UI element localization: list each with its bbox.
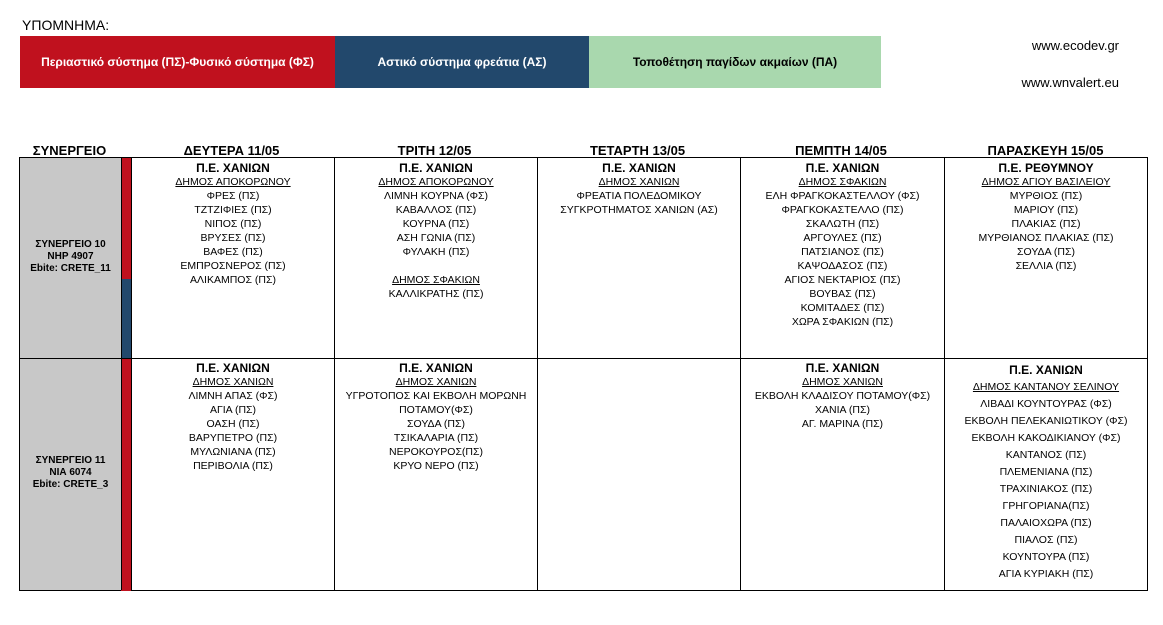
legend-item-periastiko: Περιαστικό σύστημα (ΠΣ)-Φυσικό σύστημα (ΦΣ) xyxy=(20,36,335,88)
legend-item-astiko: Αστικό σύστημα φρεάτια (ΑΣ) xyxy=(335,36,589,88)
system-bar-red xyxy=(121,359,131,591)
cell-crew10-friday: Π.Ε. ΡΕΘΥΜΝΟΥ ΔΗΜΟΣ ΑΓΙΟΥ ΒΑΣΙΛΕΙΟΥ ΜΥΡΘΙΟΣ (ΠΣ) ΜΑΡΙΟΥ (ΠΣ) ΠΛΑΚΙΑΣ (ΠΣ) ΜΥΡΘΙΑΝΟΣ ΠΛΑΚΙΑΣ (ΠΣ) ΣΟΥΔΑ (ΠΣ) ΣΕΛΛΙΑ (ΠΣ) xyxy=(978,161,1114,272)
link-ecodev[interactable]: www.ecodev.gr xyxy=(1031,38,1119,53)
cell-crew11-monday: Π.Ε. ΧΑΝΙΩΝ ΔΗΜΟΣ ΧΑΝΙΩΝ ΛΙΜΝΗ ΑΠΑΣ (ΦΣ) ΑΓΙΑ (ΠΣ) ΟΑΣΗ (ΠΣ) ΒΑΡΥΠΕΤΡΟ (ΠΣ) ΜΥΛΩΝΙΑΝΑ (ΠΣ) ΠΕΡΙΒΟΛΙΑ (ΠΣ) xyxy=(188,361,278,472)
system-bar-red xyxy=(121,158,131,279)
schedule-grid xyxy=(19,157,1148,591)
header-thursday: ΠΕΜΠΤΗ 14/05 xyxy=(795,143,887,158)
header-friday: ΠΑΡΑΣΚΕΥΗ 15/05 xyxy=(987,143,1104,158)
system-bar-blue xyxy=(121,279,131,358)
header-monday: ΔΕΥΤΕΡΑ 11/05 xyxy=(183,143,280,158)
cell-crew10-monday: Π.Ε. ΧΑΝΙΩΝ ΔΗΜΟΣ ΑΠΟΚΟΡΩΝΟΥ ΦΡΕΣ (ΠΣ) ΤΖΤΖΙΦΙΕΣ (ΠΣ) ΝΙΠΟΣ (ΠΣ) ΒΡΥΣΕΣ (ΠΣ) ΒΑΦΕΣ (ΠΣ) ΕΜΠΡΟΣΝΕΡΟΣ (ΠΣ) ΑΛΙΚΑΜΠΟΣ (ΠΣ) xyxy=(175,161,291,286)
header-tuesday: ΤΡΙΤΗ 12/05 xyxy=(397,143,472,158)
legend-item-pagides: Τοποθέτηση παγίδων ακμαίων (ΠΑ) xyxy=(589,36,881,88)
cell-crew10-wednesday: Π.Ε. ΧΑΝΙΩΝ ΔΗΜΟΣ ΧΑΝΙΩΝ ΦΡΕΑΤΙΑ ΠΟΛΕΔΟΜΙΚΟΥ ΣΥΓΚΡΟΤΗΜΑΤΟΣ ΧΑΝΙΩΝ (ΑΣ) xyxy=(560,161,718,216)
crew-11-label: ΣΥΝΕΡΓΕΙΟ 11 ΝΙΑ 6074 Ebite: CRETE_3 xyxy=(32,455,109,490)
cell-crew11-tuesday: Π.Ε. ΧΑΝΙΩΝ ΔΗΜΟΣ ΧΑΝΙΩΝ ΥΓΡΟΤΟΠΟΣ ΚΑΙ ΕΚΒΟΛΗ ΜΟΡΩΝΗ ΠΟΤΑΜΟΥ(ΦΣ) ΣΟΥΔΑ (ΠΣ) ΤΣΙΚΑΛΑΡΙΑ (ΠΣ) ΝΕΡΟΚΟΥΡΟΣ(ΠΣ) ΚΡΥΟ ΝΕΡΟ (ΠΣ) xyxy=(345,361,527,472)
legend-title: ΥΠΟΜΝΗΜΑ: xyxy=(22,17,110,33)
legend xyxy=(20,36,881,88)
crew-column xyxy=(20,158,121,590)
cell-crew11-friday: Π.Ε. ΧΑΝΙΩΝ ΔΗΜΟΣ ΚΑΝΤΑΝΟΥ ΣΕΛΙΝΟΥ ΛΙΒΑΔΙ ΚΟΥΝΤΟΥΡΑΣ (ΦΣ) ΕΚΒΟΛΗ ΠΕΛΕΚΑΝΙΩΤΙΚΟΥ (ΦΣ) ΕΚΒΟΛΗ ΚΑΚΟΔΙΚΙΑΝΟΥ (ΦΣ) ΚΑΝΤΑΝΟΣ (ΠΣ) ΠΛΕΜΕΝΙΑΝΑ (ΠΣ) ΤΡΑΧΙΝΙΑΚΟΣ (ΠΣ) ΓΡΗΓΟΡΙΑΝΑ(ΠΣ) ΠΑΛΑΙΟΧΩΡΑ (ΠΣ) ΠΙΑΛΟΣ (ΠΣ) ΚΟΥΝΤΟΥΡΑ (ΠΣ) ΑΓΙΑ ΚΥΡΙΑΚΗ (ΠΣ) xyxy=(964,363,1128,580)
cell-crew10-thursday: Π.Ε. ΧΑΝΙΩΝ ΔΗΜΟΣ ΣΦΑΚΙΩΝ ΕΛΗ ΦΡΑΓΚΟΚΑΣΤΕΛΛΟΥ (ΦΣ) ΦΡΑΓΚΟΚΑΣΤΕΛΛΟ (ΠΣ) ΣΚΑΛΩΤΗ (ΠΣ) ΑΡΓΟΥΛΕΣ (ΠΣ) ΠΑΤΣΙΑΝΟΣ (ΠΣ) ΚΑΨΟΔΑΣΟΣ (ΠΣ) ΑΓΙΟΣ ΝΕΚΤΑΡΙΟΣ (ΠΣ) ΒΟΥΒΑΣ (ΠΣ) ΚΟΜΙΤΑΔΕΣ (ΠΣ) ΧΩΡΑ ΣΦΑΚΙΩΝ (ΠΣ) xyxy=(765,161,920,328)
cell-crew10-tuesday: Π.Ε. ΧΑΝΙΩΝ ΔΗΜΟΣ ΑΠΟΚΟΡΩΝΟΥ ΛΙΜΝΗ ΚΟΥΡΝΑ (ΦΣ) ΚΑΒΑΛΛΟΣ (ΠΣ) ΚΟΥΡΝΑ (ΠΣ) ΑΣΗ ΓΩΝΙΑ (ΠΣ) ΦΥΛΑΚΗ (ΠΣ) ΔΗΜΟΣ ΣΦΑΚΙΩΝ ΚΑΛΛΙΚΡΑΤΗΣ (ΠΣ) xyxy=(378,161,494,300)
link-wnvalert[interactable]: www.wnvalert.eu xyxy=(1021,75,1119,90)
header-wednesday: ΤΕΤΑΡΤΗ 13/05 xyxy=(589,143,686,158)
crew-10-label: ΣΥΝΕΡΓΕΙΟ 10 ΝΗΡ 4907 Ebite: CRETE_11 xyxy=(30,239,111,274)
cell-crew11-thursday: Π.Ε. ΧΑΝΙΩΝ ΔΗΜΟΣ ΧΑΝΙΩΝ ΕΚΒΟΛΗ ΚΛΑΔΙΣΟΥ ΠΟΤΑΜΟΥ(ΦΣ) ΧΑΝΙΑ (ΠΣ) ΑΓ. ΜΑΡΙΝΑ (ΠΣ) xyxy=(754,361,931,430)
header-crew: ΣΥΝΕΡΓΕΙΟ xyxy=(32,143,107,158)
